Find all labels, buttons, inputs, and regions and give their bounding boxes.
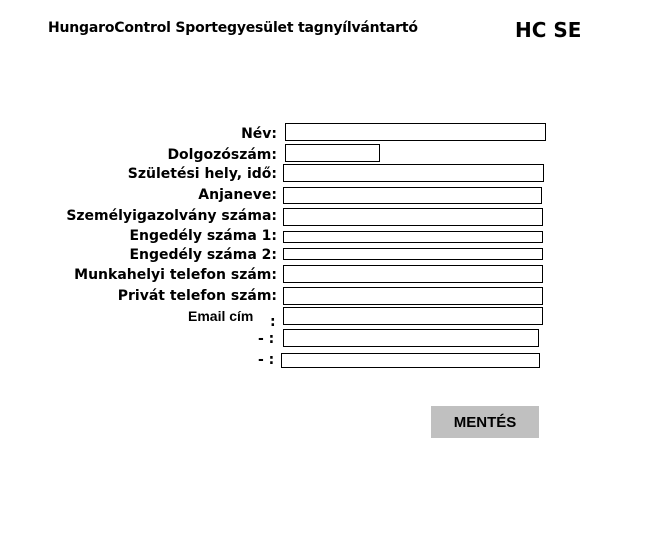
email-label: Email cím: [188, 308, 254, 324]
id-card-number-input[interactable]: [283, 208, 543, 226]
license-number-1-input[interactable]: [283, 231, 543, 243]
mothers-name-label: Anjaneve:: [198, 187, 277, 203]
birth-place-date-label: Születési hely, idő:: [127, 166, 277, 182]
email-input[interactable]: [283, 307, 543, 325]
brand-logo-text: HC SE: [515, 18, 582, 42]
private-phone-label: Privát telefon szám:: [117, 288, 277, 304]
employee-number-label: Dolgozószám:: [167, 147, 277, 163]
extra-field-2-label: - :: [258, 352, 275, 368]
id-card-number-label: Személyigazolvány száma:: [66, 208, 277, 224]
app-title: HungaroControl Sportegyesület tagnyílvántartó: [48, 20, 418, 36]
private-phone-input[interactable]: [283, 287, 543, 305]
license-number-1-label: Engedély száma 1:: [129, 228, 277, 244]
work-phone-input[interactable]: [283, 265, 543, 283]
employee-number-input[interactable]: [285, 144, 380, 162]
name-label: Név:: [241, 126, 277, 142]
save-button[interactable]: MENTÉS: [431, 406, 539, 438]
license-number-2-input[interactable]: [283, 248, 543, 260]
extra-field-2-input[interactable]: [281, 353, 540, 368]
name-input[interactable]: [285, 123, 546, 141]
mothers-name-input[interactable]: [283, 187, 542, 204]
work-phone-label: Munkahelyi telefon szám:: [74, 267, 277, 283]
birth-place-date-input[interactable]: [283, 164, 544, 182]
extra-field-1-input[interactable]: [283, 329, 539, 347]
extra-field-1-label: - :: [258, 331, 275, 347]
license-number-2-label: Engedély száma 2:: [129, 247, 277, 263]
email-label-colon: :: [270, 314, 276, 330]
